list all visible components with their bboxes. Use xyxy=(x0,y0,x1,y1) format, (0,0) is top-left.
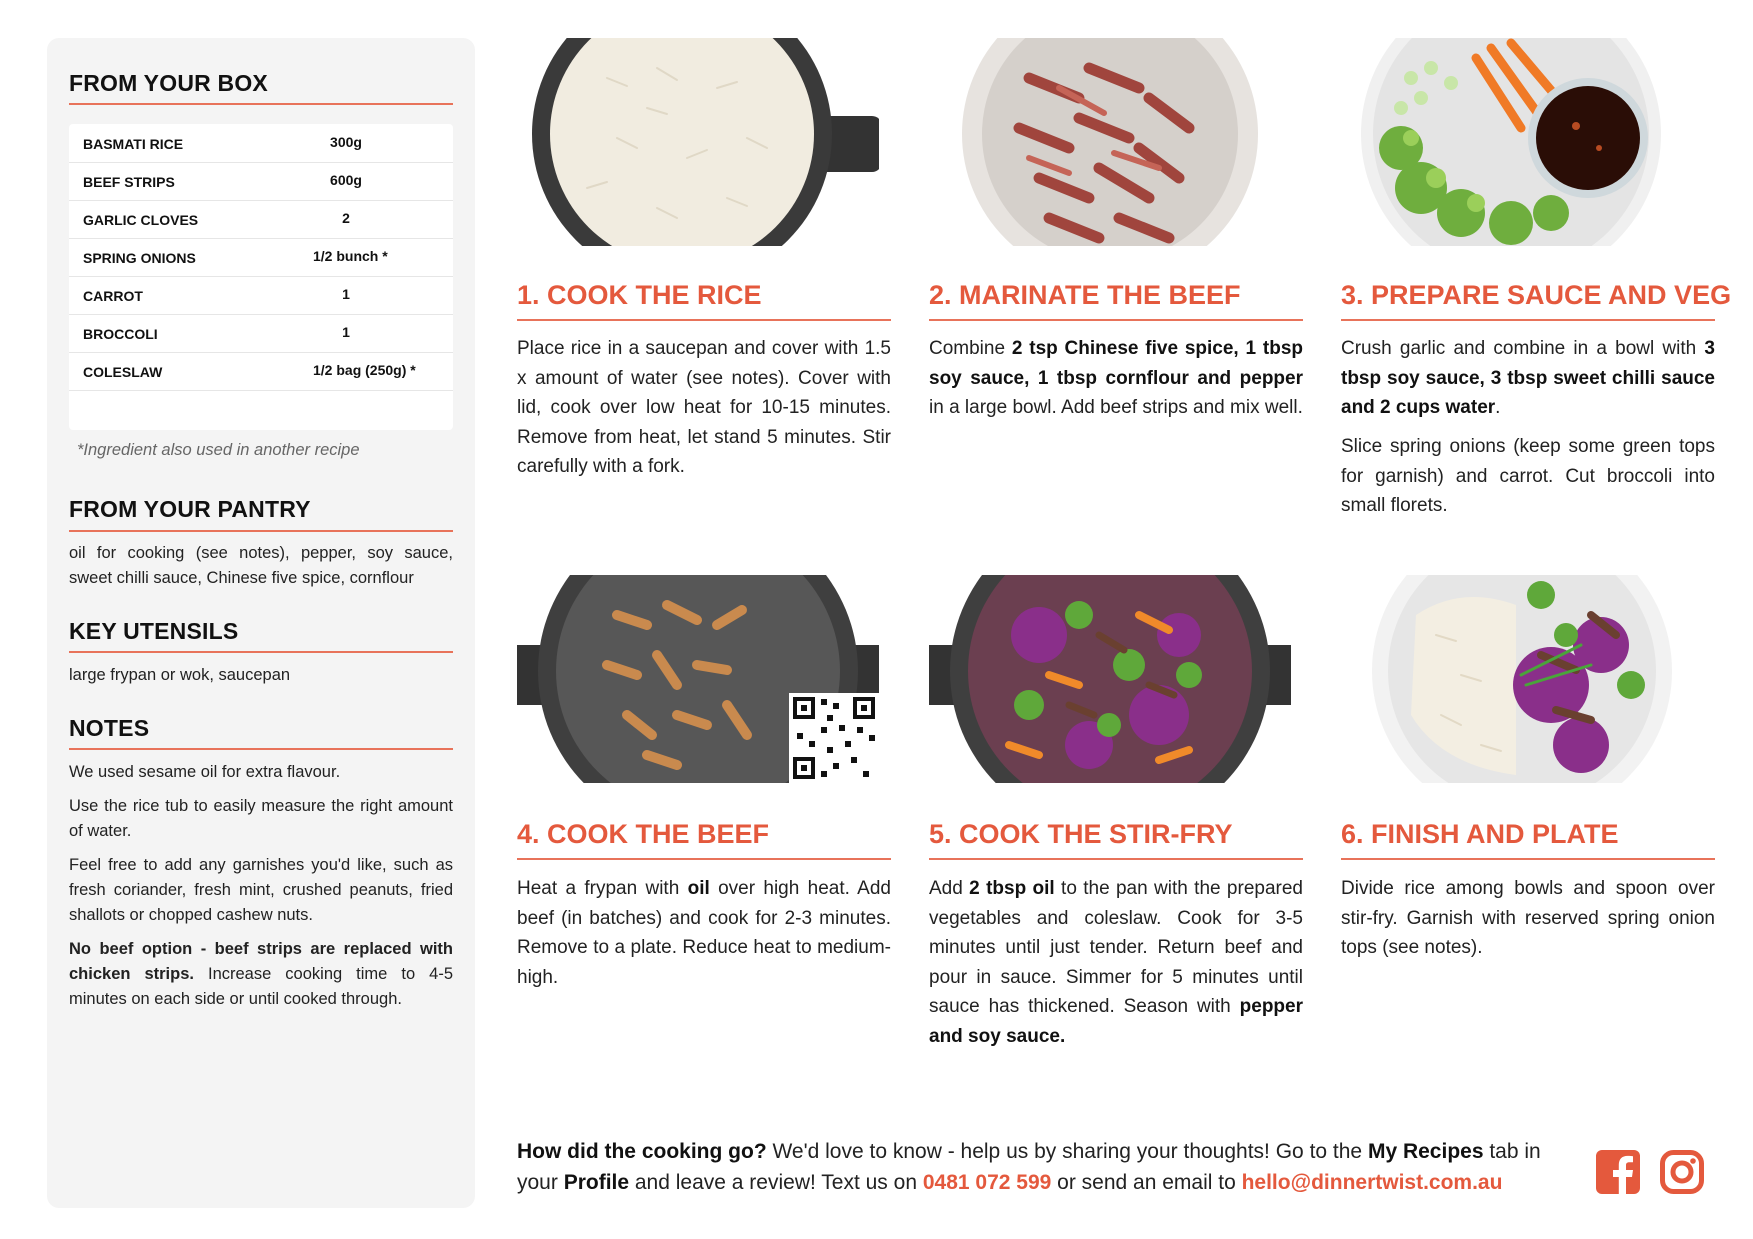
step-3-text-a: Crush garlic and combine in a bowl with xyxy=(1341,338,1705,359)
ingredient-name: GARLIC CLOVES xyxy=(83,212,199,228)
step-3-text-2: Slice spring onions (keep some green tops for garnish) and carrot. Cut broccoli into small florets. xyxy=(1341,436,1715,516)
note-1: We used sesame oil for extra flavour. xyxy=(69,763,341,781)
step-2-text-bold: 2 tsp Chinese five spice, 1 tbsp soy sauce, 1 tbsp cornflour and pepper xyxy=(929,338,1303,389)
sidebar xyxy=(47,38,475,1208)
note-4-rest: Increase cooking time to 4-5 minutes on each side or until cooked through. xyxy=(69,965,453,1008)
step-6-title: 6. FINISH AND PLATE xyxy=(1341,819,1619,849)
ingredient-footnote: *Ingredient also used in another recipe xyxy=(77,441,360,459)
ingredient-name: BASMATI RICE xyxy=(83,136,184,152)
step-5-text xyxy=(929,874,1303,1051)
step-5-title: 5. COOK THE STIR-FRY xyxy=(929,819,1233,849)
pantry-text: oil for cooking (see notes), pepper, soy sauce, sweet chilli sauce, Chinese five spice, cornflour xyxy=(69,544,453,587)
footer-text-4: or send an email to xyxy=(1051,1171,1242,1194)
step-2-title: 2. MARINATE THE BEEF xyxy=(929,280,1241,310)
box-heading: FROM YOUR BOX xyxy=(69,70,268,96)
ingredient-row xyxy=(69,314,453,353)
step-4-text-a: Heat a frypan with xyxy=(517,878,688,899)
ingredient-qty: 1 xyxy=(342,286,350,302)
footer-text-3: and leave a review! Text us on xyxy=(629,1171,923,1194)
ingredient-qty: 600g xyxy=(330,172,362,188)
ingredient-row xyxy=(69,162,453,201)
feedback-question: How did the cooking go? xyxy=(517,1140,767,1163)
step-6-photo xyxy=(1341,575,1703,783)
note-3: Feel free to add any garnishes you'd like, such as fresh coriander, fresh mint, crushed peanuts, fried shallots or chopped cashew nuts. xyxy=(69,856,453,924)
facebook-icon[interactable] xyxy=(1596,1150,1640,1194)
step-2-text-a: Combine xyxy=(929,338,1012,359)
ingredient-row xyxy=(69,238,453,277)
ingredient-qty: 1/2 bag (250g) * xyxy=(313,362,416,378)
ingredient-row xyxy=(69,124,453,163)
step-6-text: Divide rice among bowls and spoon over stir-fry. Garnish with reserved spring onion tops (see notes). xyxy=(1341,878,1715,958)
step-5-text-a: Add xyxy=(929,878,970,899)
step-5-text-b: to the pan with the prepared vegetables and coleslaw. Cook for 3-5 minutes until just tender. Return beef and pour in sauce. Simmer for 5 minutes until sauce has thickened. Season with xyxy=(929,878,1303,1017)
ingredient-qty: 2 xyxy=(342,210,350,226)
ingredient-row xyxy=(69,276,453,315)
step-2-rule xyxy=(929,319,1303,321)
utensils-text: large frypan or wok, saucepan xyxy=(69,666,291,684)
ingredient-name: CARROT xyxy=(83,288,143,304)
step-2-text-b: in a large bowl. Add beef strips and mix well. xyxy=(929,397,1303,418)
step-4-text-bold: oil xyxy=(687,878,710,899)
pantry-heading: FROM YOUR PANTRY xyxy=(69,496,311,522)
profile-label: Profile xyxy=(563,1171,630,1194)
pantry-heading-rule xyxy=(69,530,453,532)
instagram-icon[interactable] xyxy=(1660,1150,1704,1194)
step-3-text-bold: 3 tbsp soy sauce, 3 tbsp sweet chilli sauce and 2 cups water xyxy=(1341,338,1715,418)
step-5-photo xyxy=(929,575,1291,783)
my-recipes-label: My Recipes xyxy=(1367,1140,1484,1163)
step-3-text-b: . xyxy=(1495,397,1501,418)
ingredient-row xyxy=(69,352,453,391)
step-4-title: 4. COOK THE BEEF xyxy=(517,819,770,849)
step-1-text: Place rice in a saucepan and cover with 1.5 x amount of water (see notes). Cover with lid, cook over low heat for 10-15 minutes. Remove from heat, let stand 5 minutes. Stir carefully with a fork. xyxy=(517,338,891,477)
ingredients-table xyxy=(69,124,453,430)
step-1-photo xyxy=(517,38,879,246)
step-3-photo xyxy=(1341,38,1703,246)
step-3-title: 3. PREPARE SAUCE AND VEG xyxy=(1341,280,1732,310)
ingredient-name: BEEF STRIPS xyxy=(83,174,175,190)
ingredient-name: SPRING ONIONS xyxy=(83,250,196,266)
notes-heading: NOTES xyxy=(69,715,150,741)
step-5-text-bold: 2 tbsp oil xyxy=(969,878,1055,899)
step-4-rule xyxy=(517,858,891,860)
step-4-photo xyxy=(517,575,879,783)
ingredient-row xyxy=(69,200,453,239)
step-3-text xyxy=(1341,334,1715,423)
step-5-rule xyxy=(929,858,1303,860)
box-heading-rule xyxy=(69,103,453,105)
ingredient-name: BROCCOLI xyxy=(83,326,158,342)
phone-number[interactable]: 0481 072 599 xyxy=(922,1171,1052,1194)
utensils-heading: KEY UTENSILS xyxy=(69,618,239,644)
ingredient-qty: 1 xyxy=(342,324,350,340)
step-2-text xyxy=(929,334,1303,423)
footer-text-1: We'd love to know - help us by sharing your thoughts! Go to the xyxy=(766,1140,1368,1163)
ingredient-qty: 1/2 bunch * xyxy=(313,248,388,264)
notes-heading-rule xyxy=(69,748,453,750)
step-2-photo xyxy=(929,38,1291,246)
step-1-rule xyxy=(517,319,891,321)
step-1-title: 1. COOK THE RICE xyxy=(517,280,762,310)
footer-text-2: tab in your xyxy=(517,1140,1541,1194)
note-4-bold: No beef option - beef strips are replaced with chicken strips. xyxy=(69,940,453,983)
note-4 xyxy=(69,937,453,1012)
note-2: Use the rice tub to easily measure the right amount of water. xyxy=(69,797,453,840)
email-link[interactable]: hello@dinnertwist.com.au xyxy=(1241,1171,1503,1194)
step-5-text-bold-2: pepper and soy sauce. xyxy=(929,996,1303,1047)
step-3-rule xyxy=(1341,319,1715,321)
step-4-text-b: over high heat. Add beef (in batches) and cook for 2-3 minutes. Remove to a plate. Reduce heat to medium-high. xyxy=(517,878,891,988)
utensils-heading-rule xyxy=(69,651,453,653)
step-4-text xyxy=(517,874,891,992)
step-6-rule xyxy=(1341,858,1715,860)
ingredient-qty: 300g xyxy=(330,134,362,150)
feedback-footer xyxy=(517,1136,1577,1198)
ingredient-name: COLESLAW xyxy=(83,364,163,380)
